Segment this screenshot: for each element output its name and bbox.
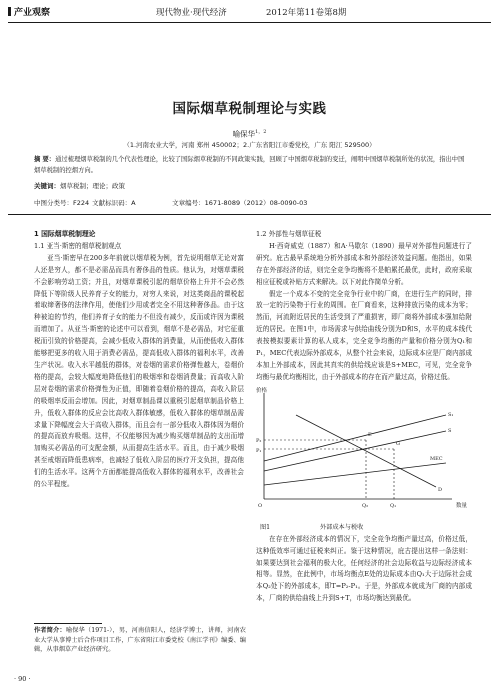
label-s: S (448, 427, 452, 434)
label-e: E (368, 431, 372, 438)
abstract (34, 155, 465, 176)
curve-mec (264, 463, 446, 485)
body-paragraph: 在存在外部经济成本的情况下，完全竞争均衡产量过高，价格过低，这种低效率可通过征税来纠正。鉴于这种情况，庇古提出这样一条法则：如果要达到社会福利的极大化，任何经济的社会边际收益与边际经济成本相等。显然，在此例中，市场均衡点E处的边际成本由Q₁大于边际社会成本Q₂处下的外部成本，即T=P₂-P₁。于是，外部成本就成为厂商的内部成本，厂商的供给曲线上升到S+T，市场均衡达到最优。 (256, 534, 472, 603)
keywords-text: 烟草税制；理论；政策 (60, 182, 125, 190)
figure-1 (256, 387, 472, 522)
header-rule (8, 22, 491, 23)
page-number: · 90 · (14, 675, 31, 683)
curve-s1 (264, 415, 446, 461)
right-column (256, 229, 472, 605)
externality-diagram (256, 387, 472, 511)
section-heading-1: 1 国际烟草税制理论 (34, 230, 96, 238)
running-header (8, 5, 491, 21)
label-s1: S₁ (448, 411, 454, 418)
author-line (0, 128, 499, 140)
label-p2: P₂ (256, 437, 262, 444)
figure-number: 图1 (260, 523, 271, 531)
abstract-rule (8, 214, 491, 215)
body-paragraph: 假定一个成本不变的完全竞争行业中的厂商，在进行生产的同时，排放一定的污染物于行业的周围。在厂商看来，这种排放污染的成本为零；然而，河流附近居民的生活受到了严重损害，即厂商将外部成本强加给附近的居民。在图1中，市场需求与供给曲线分别为D和S，水平的成本线代表按模拟要素计算的私人成本，完全竞争均衡的产量和价格分别为Q₁和P₁，MEC代表边际外部成本，从整个社会来说，边际成本应是厂商内部成本加上外部成本，因此其真实的供给线应该是S+MEC，可见，完全竞争均衡与最优均衡相比，由于外部成本的存在而产量过高，价格过低。 (256, 289, 472, 381)
figure-caption-text: 外部成本与税收 (320, 523, 364, 531)
abstract-label: 摘 要： (34, 156, 56, 163)
subsection-heading-1-1: 1.1 亚当·斯密的烟草税制观点 (34, 241, 122, 250)
footnote-label: 作者简介： (34, 627, 66, 634)
label-q2: Q₂ (362, 502, 369, 509)
document-code: 文献标识码：A (92, 199, 136, 207)
abstract-text: 通过梳理烟草税制的几个代表性理论，比较了国际烟草税制的不同政策实践，回顾了中国烟草税制的变迁，阐明中国烟草税制所处的状况，指出中国烟草税制的控烟方向。 (34, 156, 465, 174)
label-mec: MEC (430, 455, 443, 462)
fig-ylabel: 价格 (256, 387, 268, 394)
body-paragraph: H·西奇威克（1887）和A·马歇尔（1890）最早对外部性问题进行了研究。庇古最早系统地分析外部成本和外部经济效益问题。他指出，如果存在外部经济的话，则完全竞争均衡将不是帕累托最优，此时，政府采取相应征税或补贴方式来解决。以下对此作简单分析。 (256, 241, 472, 286)
classification-line (34, 198, 474, 207)
article-title: 国际烟草税制理论与实践 (172, 101, 327, 117)
label-g: G (396, 440, 400, 447)
author-footnote (34, 626, 246, 655)
keywords (34, 181, 125, 190)
fig-xlabel: 数量 (456, 502, 468, 509)
section-label: 产业观察 (8, 5, 50, 21)
issue-info: 2012年第11卷第8期 (266, 8, 347, 18)
keywords-label: 关键词： (34, 182, 60, 190)
author-superscript: 1，2 (255, 129, 267, 135)
footnote-text: 喻保华（1971-），男，河南信阳人，经济学博士，讲师，河南农业大学从事博士后合作项目工作，广东省阳江市委党校《南江学刊》编委、编辑，从事烟草产业经济研究。 (34, 627, 246, 654)
label-q1: Q₁ (390, 502, 397, 509)
affiliation: （1.河南农业大学，河南 郑州 450002；2.广东省阳江市委党校，广东 阳江 529500） (123, 141, 376, 149)
subsection-heading-1-2: 1.2 外部性与烟草征税 (256, 230, 322, 238)
journal-name: 现代物业·现代经济 (156, 8, 227, 18)
clc-number: 中图分类号：F224 (34, 199, 90, 207)
figure-caption (256, 522, 472, 534)
body-paragraph: 亚当·斯密早在200多年前就以烟草税为例，首先说明烟草无论对富人还是穷人，都不是必需品而具有奢侈品的性质。他认为，对烟草课税不会影响劳动工资；并且，对烟草课税引起的烟草价格上升并不会必然降低下等阶级人民养育子女的能力，对穷人来说，对这类商品的课税起着取缔奢侈的法律作用，使他们少用或者完全不用这种奢侈品。由于这种被迫的节约，他们养育子女的能力不但没有减少，反而或许因为课税而增加了。从亚当·斯密的论述中可以看到，烟草不是必需品，对它征重税而引致的价格提高，会减少低收入群体的消费量，从而使低收入群体能够把更多的收入用于消费必需品，提高低收入群体的福利水平，改善生产状况。收入水平越低的群体，对卷烟的需求价格弹性越大，卷烟价格的提高，会较大幅度地降低他们的吸烟率和卷烟消费量；而高收入阶层对卷烟的需求价格弹性为正值，即随着卷烟价格的提高，高收入阶层的吸烟率反而会增加。因此，对烟草制品课以重税引起烟草制品价格上升，低收入群体的反应会比高收入群体敏感，低收入群体的烟草制品需求量下降幅度会大于高收入群体，而且会有一部分低收入群体因为烟价的提高而放弃吸烟。这样，不仅能够因为减少购买烟草制品的支出而增加购买必需品的可支配金额，从而提高生活水平。而且，由于减少吸烟甚至戒烟而降低患病率，也减轻了低收入阶层的医疗开支负担，提高他们的生活水平。这两个方面都能提高低收入群体的福利水平，改善社会的公平程度。 (34, 253, 244, 489)
footnote-rule (34, 623, 102, 624)
label-p1: P₁ (256, 447, 262, 454)
curve-s (264, 431, 446, 471)
left-column (34, 229, 244, 491)
author-name: 喻保华 (232, 129, 256, 139)
label-o: O (258, 502, 263, 509)
label-d: D (438, 486, 443, 493)
article-number: 文章编号：1671-8089（2012）08-0090-03 (172, 199, 308, 207)
